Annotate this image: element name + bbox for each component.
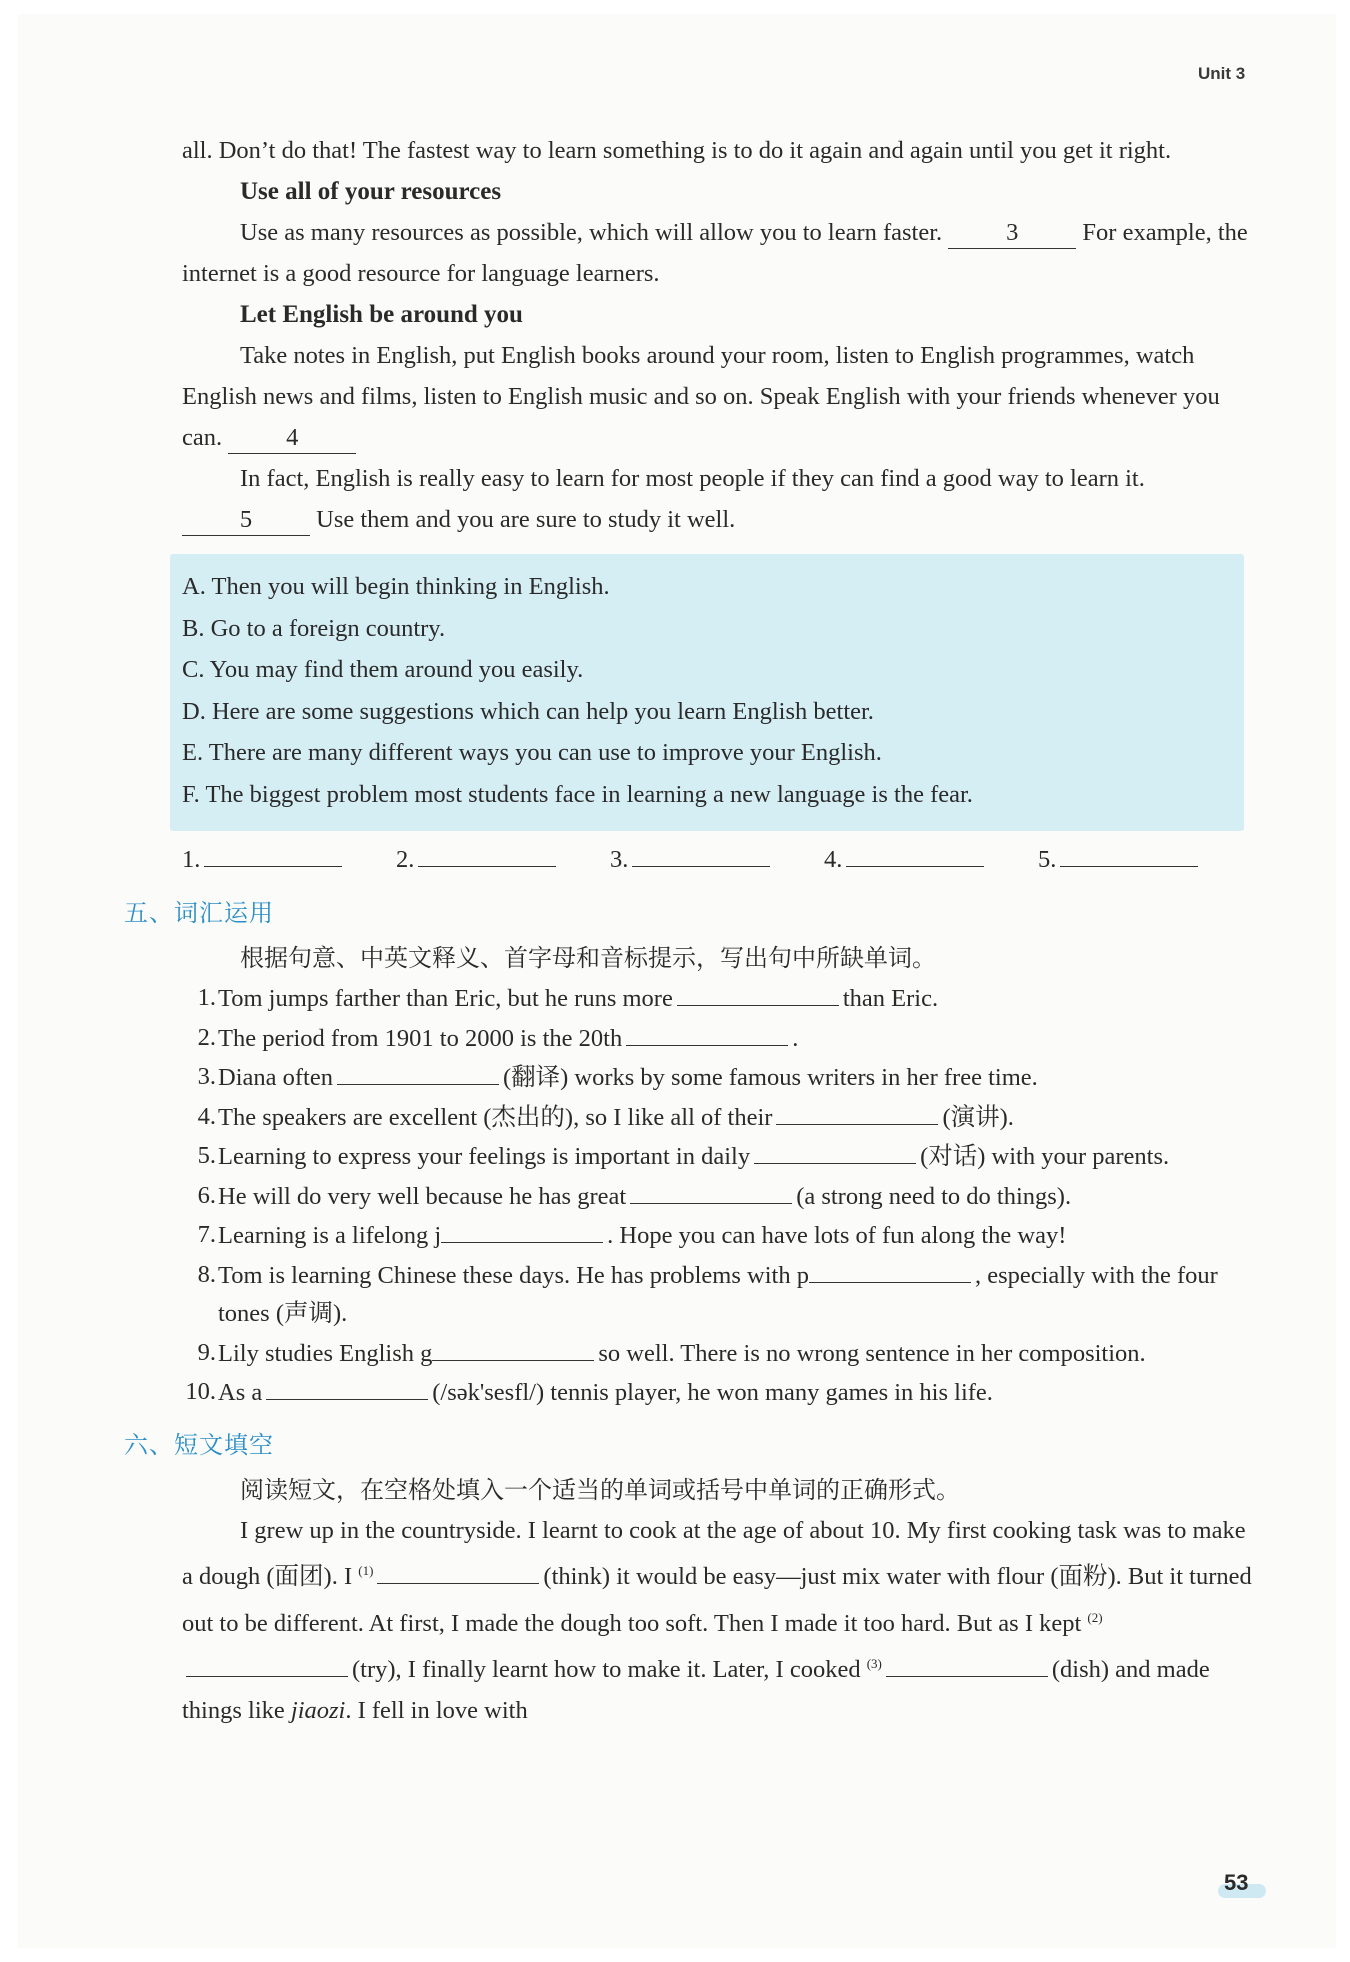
paragraph-resources bbox=[182, 212, 1252, 294]
answer-blank-5[interactable] bbox=[1060, 840, 1198, 867]
option-c: C. You may find them around you easily. bbox=[182, 656, 584, 683]
section-five-instruction: 根据句意、中英文释义、首字母和音标提示，写出句中所缺单词。 bbox=[240, 946, 936, 972]
vocab-item-6 bbox=[182, 1177, 1252, 1217]
vocab-blank-10[interactable] bbox=[266, 1373, 428, 1400]
paragraph-english-around bbox=[182, 335, 1252, 458]
passage-text-4: (dish) and made things like bbox=[182, 1656, 1210, 1724]
answer-row bbox=[182, 839, 1252, 881]
paragraph-resources-text: Use as many resources as possible, which will allow you to learn faster. bbox=[240, 219, 943, 246]
item-number: 10. bbox=[185, 1378, 216, 1405]
option-b: B. Go to a foreign country. bbox=[182, 614, 446, 642]
item-text: He will do very well because he has great bbox=[218, 1182, 627, 1210]
gap-marker-1: (1) bbox=[358, 1563, 374, 1578]
gap-marker-3: (3) bbox=[866, 1656, 882, 1672]
vocab-blank-2[interactable] bbox=[626, 1019, 788, 1046]
page-content bbox=[124, 130, 1252, 1731]
item-number: 4. bbox=[197, 1102, 216, 1130]
cloze-passage bbox=[182, 1511, 1252, 1732]
vocab-item-3 bbox=[182, 1058, 1252, 1098]
cloze-blank-3[interactable] bbox=[886, 1650, 1048, 1677]
item-text: Learning is a lifelong j bbox=[218, 1222, 442, 1249]
vocab-blank-5[interactable] bbox=[754, 1137, 916, 1164]
paragraph-conclusion-text-b: Use them and you are sure to study it well. bbox=[316, 506, 736, 533]
vocab-item-8 bbox=[182, 1256, 1252, 1334]
passage-text-3: (try), I finally learnt how to make it. Later, I cooked bbox=[352, 1656, 861, 1684]
item-number: 6. bbox=[197, 1181, 216, 1209]
answer-label: 5. bbox=[1038, 846, 1057, 873]
vocab-blank-6[interactable] bbox=[630, 1177, 792, 1204]
item-text: As a bbox=[218, 1379, 263, 1406]
blank-4[interactable]: 4 bbox=[228, 423, 356, 454]
item-number: 9. bbox=[197, 1338, 216, 1366]
item-text: Lily studies English g bbox=[218, 1339, 433, 1367]
item-number: 1. bbox=[197, 984, 216, 1011]
gap-marker-2: (2) bbox=[1087, 1609, 1103, 1625]
options-box bbox=[170, 554, 1244, 831]
answer-slot-2 bbox=[396, 839, 610, 881]
vocab-blank-9[interactable] bbox=[432, 1334, 594, 1361]
answer-label: 1. bbox=[182, 846, 201, 873]
heading-english-around: Let English be around you bbox=[240, 301, 523, 328]
item-text-b: . Hope you can have lots of fun along the way! bbox=[607, 1222, 1067, 1249]
answer-blank-1[interactable] bbox=[204, 840, 342, 867]
item-text: The period from 1901 to 2000 is the 20th bbox=[218, 1024, 623, 1052]
vocab-item-5 bbox=[182, 1137, 1252, 1177]
vocab-item-7 bbox=[182, 1216, 1252, 1256]
unit-label: Unit 3 bbox=[1198, 64, 1246, 83]
answer-label: 4. bbox=[824, 846, 843, 873]
answer-slot-4 bbox=[824, 839, 1038, 881]
item-text-b: than Eric. bbox=[842, 985, 939, 1012]
item-number: 5. bbox=[197, 1142, 216, 1169]
section-six-instruction: 阅读短文，在空格处填入一个适当的单词或括号中单词的正确形式。 bbox=[240, 1477, 960, 1504]
item-text: The speakers are excellent (杰出的), so I like all of their bbox=[218, 1103, 773, 1131]
vocab-blank-4[interactable] bbox=[776, 1098, 938, 1125]
item-text-b: (翻译) works by some famous writers in her free time. bbox=[502, 1064, 1038, 1091]
passage-text-2: (think) it would be easy—just mix water with flour (面粉). But it turned out to be different. At first, I made the dough too soft. Then I made it too hard. But as I kept bbox=[182, 1563, 1252, 1637]
paragraph-resources-text-b: For example, the internet is a good resource for language learners. bbox=[182, 219, 1248, 287]
item-number: 7. bbox=[197, 1221, 216, 1248]
item-text: Tom is learning Chinese these days. He has problems with p bbox=[218, 1261, 809, 1289]
item-text-b: (对话) with your parents. bbox=[920, 1143, 1170, 1170]
option-d: D. Here are some suggestions which can help you learn English better. bbox=[182, 697, 874, 725]
item-text: Tom jumps farther than Eric, but he runs more bbox=[218, 985, 673, 1012]
item-text: Learning to express your feelings is important in daily bbox=[218, 1143, 751, 1170]
paragraph-continuation: all. Don’t do that! The fastest way to learn something is to do it again and again until you get it right. bbox=[182, 137, 1172, 164]
item-text-b: (/sək'sesfl/) tennis player, he won many games in his life. bbox=[432, 1379, 993, 1406]
answer-blank-2[interactable] bbox=[418, 840, 556, 867]
vocab-item-1 bbox=[182, 979, 1252, 1019]
item-number: 3. bbox=[197, 1063, 216, 1090]
blank-3[interactable]: 3 bbox=[948, 218, 1076, 249]
page-number: 53 bbox=[1224, 1870, 1249, 1895]
item-text-b: so well. There is no wrong sentence in her composition. bbox=[598, 1339, 1146, 1367]
vocab-blank-8[interactable] bbox=[809, 1256, 971, 1283]
vocab-blank-7[interactable] bbox=[441, 1216, 603, 1243]
answer-slot-5 bbox=[1038, 839, 1252, 881]
item-number: 8. bbox=[197, 1260, 216, 1288]
answer-slot-1 bbox=[182, 839, 396, 881]
option-e: E. There are many different ways you can use to improve your English. bbox=[182, 739, 882, 766]
blank-5[interactable]: 5 bbox=[182, 505, 310, 536]
section-six-title: 六、短文填空 bbox=[124, 1430, 274, 1459]
answer-blank-3[interactable] bbox=[632, 840, 770, 867]
item-text: Diana often bbox=[218, 1064, 333, 1091]
item-text-b: (a strong need to do things). bbox=[796, 1182, 1072, 1210]
paragraph-english-around-text: Take notes in English, put English books around your room, listen to English programmes, watch English news and films, listen to English music and so on. Speak English with your friends whenever you can. bbox=[182, 342, 1220, 451]
item-text-b: , especially with the four tones (声调). bbox=[218, 1261, 1218, 1327]
item-number: 2. bbox=[197, 1023, 216, 1051]
option-f: F. The biggest problem most students face in learning a new language is the fear. bbox=[182, 780, 973, 808]
vocab-blank-3[interactable] bbox=[337, 1058, 499, 1085]
answer-label: 2. bbox=[396, 846, 415, 873]
passage-italic-word: jiaozi bbox=[290, 1696, 346, 1724]
answer-blank-4[interactable] bbox=[846, 840, 984, 867]
option-a: A. Then you will begin thinking in English. bbox=[182, 573, 610, 600]
vocab-item-9 bbox=[182, 1334, 1252, 1374]
answer-label: 3. bbox=[610, 846, 629, 873]
vocab-blank-1[interactable] bbox=[677, 979, 839, 1006]
item-text-b: (演讲). bbox=[942, 1103, 1014, 1131]
vocab-item-4 bbox=[182, 1098, 1252, 1138]
cloze-blank-2[interactable] bbox=[186, 1650, 348, 1677]
heading-resources: Use all of your resources bbox=[240, 178, 502, 205]
paragraph-conclusion bbox=[182, 458, 1252, 540]
item-text-b: . bbox=[792, 1024, 799, 1052]
passage-text-1: I grew up in the countryside. I learnt to cook at the age of about 10. My first cooking task was to make a dough (面团). I bbox=[182, 1516, 1246, 1591]
answer-slot-3 bbox=[610, 839, 824, 881]
section-five-title: 五、词汇运用 bbox=[124, 899, 274, 927]
vocab-item-2 bbox=[182, 1019, 1252, 1059]
paragraph-conclusion-text: In fact, English is really easy to learn for most people if they can find a good way to learn it. bbox=[240, 465, 1145, 492]
cloze-blank-1[interactable] bbox=[377, 1557, 539, 1584]
passage-text-5: . I fell in love with bbox=[345, 1696, 528, 1724]
vocab-item-10 bbox=[182, 1373, 1252, 1413]
